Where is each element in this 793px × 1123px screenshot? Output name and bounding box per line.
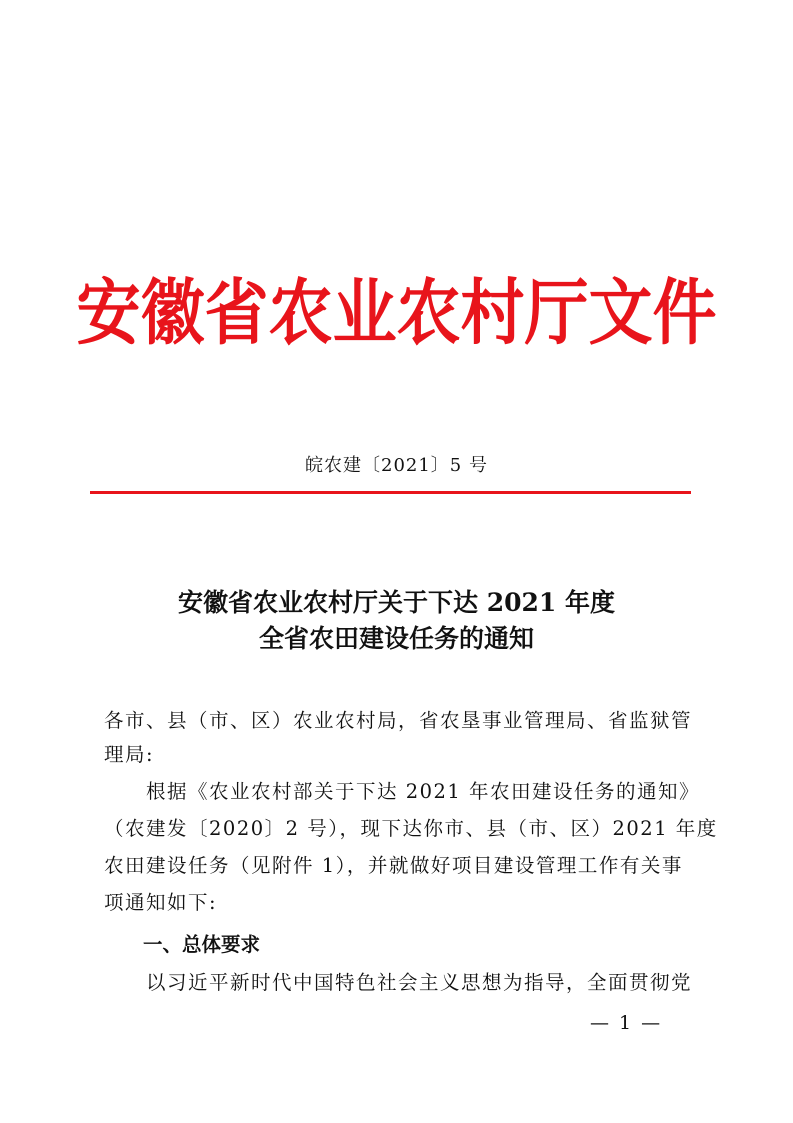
paragraph-1-line-4: 项通知如下: (104, 891, 218, 914)
paragraph-1-line-1: 根据《农业农村部关于下达 2021 年农田建设任务的通知》 (104, 780, 701, 803)
paragraph-1-line-3: 农田建设任务（见附件 1），并就做好项目建设管理工作有关事 (104, 854, 683, 877)
paragraph-2-line-1: 以习近平新时代中国特色社会主义思想为指导，全面贯彻党 (104, 971, 693, 994)
notice-title-line-2: 全省农田建设任务的通知 (258, 624, 534, 653)
page-number: — 1 — (590, 1012, 663, 1034)
red-separator-line (90, 491, 691, 494)
notice-title-line-1: 安徽省农业农村厅关于下达 2021 年度 (178, 588, 615, 617)
section-heading-1: 一、总体要求 (143, 933, 261, 956)
addressee-line-2: 理局: (104, 743, 155, 766)
masthead-title: 安徽省农业农村厅文件 (76, 271, 717, 356)
document-number: 皖农建〔2021〕5 号 (305, 455, 488, 476)
paragraph-1-line-2: （农建发〔2020〕2 号），现下达你市、县（市、区）2021 年度 (104, 817, 718, 840)
addressee-line-1: 各市、县（市、区）农业农村局，省农垦事业管理局、省监狱管 (104, 709, 693, 732)
